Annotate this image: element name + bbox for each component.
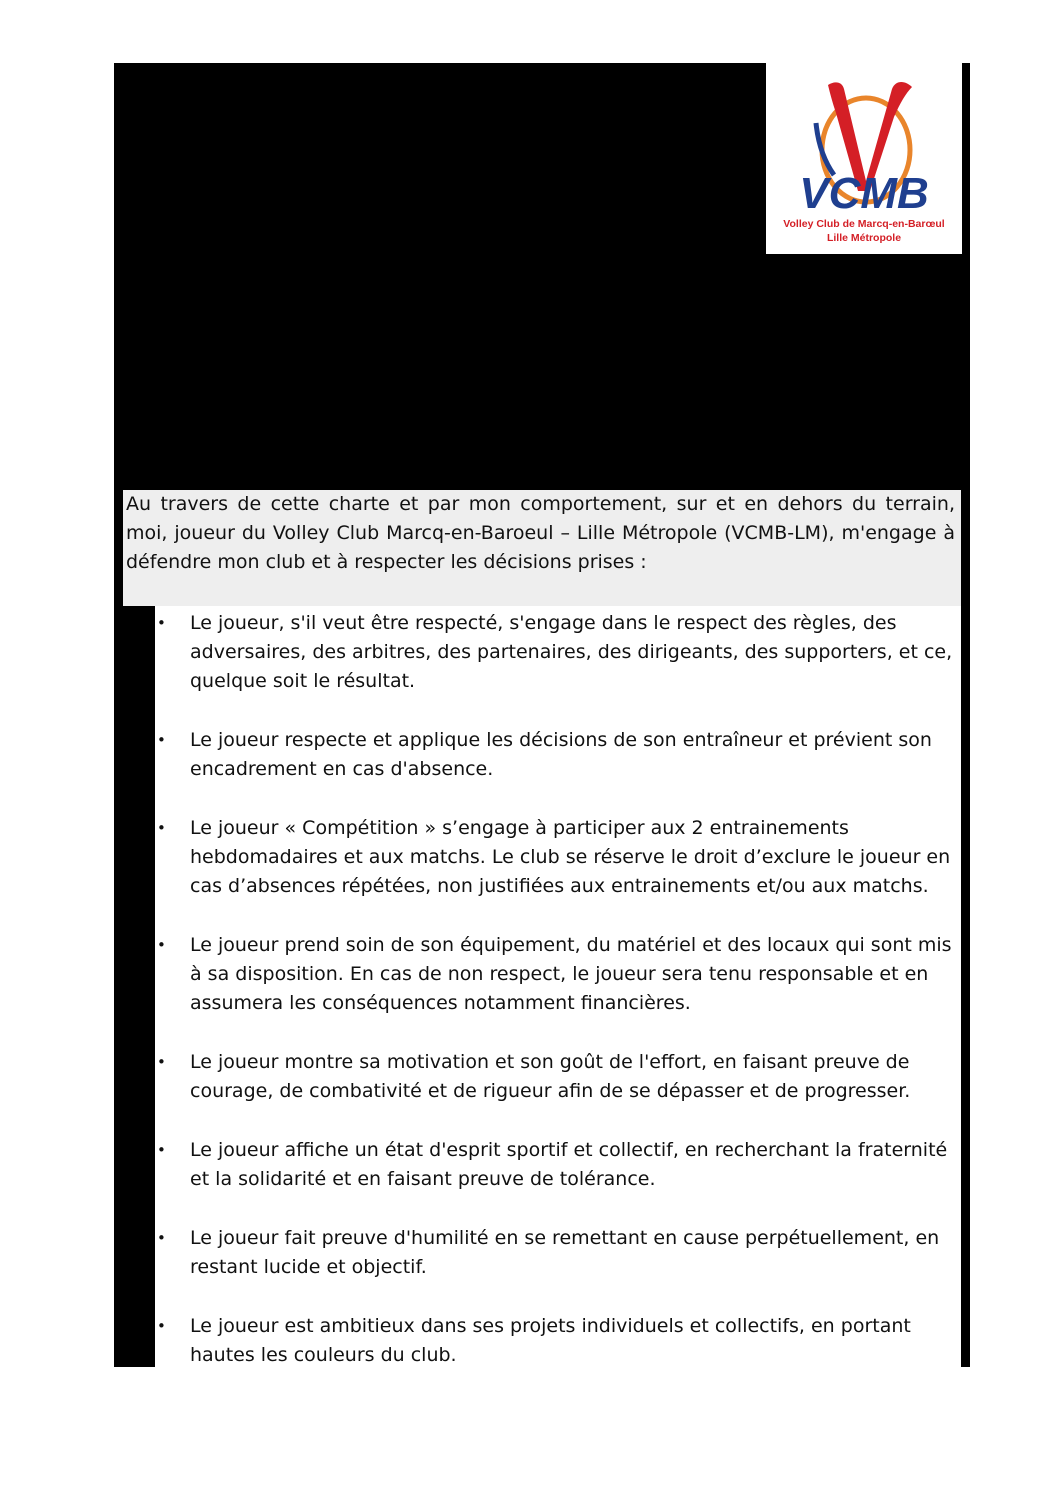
bullet-icon: • <box>157 1317 166 1335</box>
right-edge-bar <box>961 490 970 1367</box>
charter-list <box>155 606 961 1370</box>
list-item <box>155 1312 961 1370</box>
list-item-text: Le joueur, s'il veut être respecté, s'engage dans le respect des règles, des adversaires, des arbitres, des partenaires, des dirigeants, des supporters, et ce, quelque soit le résultat. <box>190 612 953 692</box>
list-item <box>155 931 961 1018</box>
bullet-icon: • <box>157 731 166 749</box>
club-logo <box>766 63 962 254</box>
list-item <box>155 1048 961 1106</box>
list-item <box>155 1224 961 1282</box>
list-item <box>155 726 961 784</box>
list-item <box>155 814 961 901</box>
list-item-text: Le joueur respecte et applique les décisions de son entraîneur et prévient son encadrement en cas d'absence. <box>190 729 932 780</box>
bullet-icon: • <box>157 614 166 632</box>
logo-line1: Volley Club de Marcq-en-Barœul <box>783 218 945 230</box>
bullet-icon: • <box>157 936 166 954</box>
logo-line2: Lille Métropole <box>826 232 902 244</box>
list-item-text: Le joueur montre sa motivation et son goût de l'effort, en faisant preuve de courage, de combativité et de rigueur afin de se dépasser et de progresser. <box>190 1051 911 1102</box>
bullet-icon: • <box>157 1229 166 1247</box>
intro-paragraph: Au travers de cette charte et par mon comportement, sur et en dehors du terrain, moi, joueur du Volley Club Marcq-en-Baroeul – Lille Métropole (VCMB-LM), m'engage à défendre mon club et à respecter les décisions prises : <box>126 493 955 573</box>
list-item-text: Le joueur prend soin de son équipement, du matériel et des locaux qui sont mis à sa disposition. En cas de non respect, le joueur sera tenu responsable et en assumera les conséquences notamment financières. <box>190 934 952 1014</box>
list-item-text: Le joueur « Compétition » s’engage à participer aux 2 entrainements hebdomadaires et aux matchs. Le club se réserve le droit d’exclure le joueur en cas d’absences répétées, non justifiées aux entrainements et/ou aux matchs. <box>190 817 951 897</box>
bullet-icon: • <box>157 1141 166 1159</box>
list-item <box>155 609 961 696</box>
bullet-icon: • <box>157 819 166 837</box>
list-item-text: Le joueur est ambitieux dans ses projets individuels et collectifs, en portant hautes les couleurs du club. <box>190 1315 911 1366</box>
charter-list-area <box>155 606 961 1367</box>
bullet-icon: • <box>157 1053 166 1071</box>
list-item-text: Le joueur fait preuve d'humilité en se remettant en cause perpétuellement, en restant lucide et objectif. <box>190 1227 940 1278</box>
intro-box <box>123 490 961 606</box>
logo-title: VCMB <box>799 169 929 218</box>
list-item <box>155 1136 961 1194</box>
list-item-text: Le joueur affiche un état d'esprit sportif et collectif, en recherchant la fraternité et la solidarité et en faisant preuve de tolérance. <box>190 1139 948 1190</box>
